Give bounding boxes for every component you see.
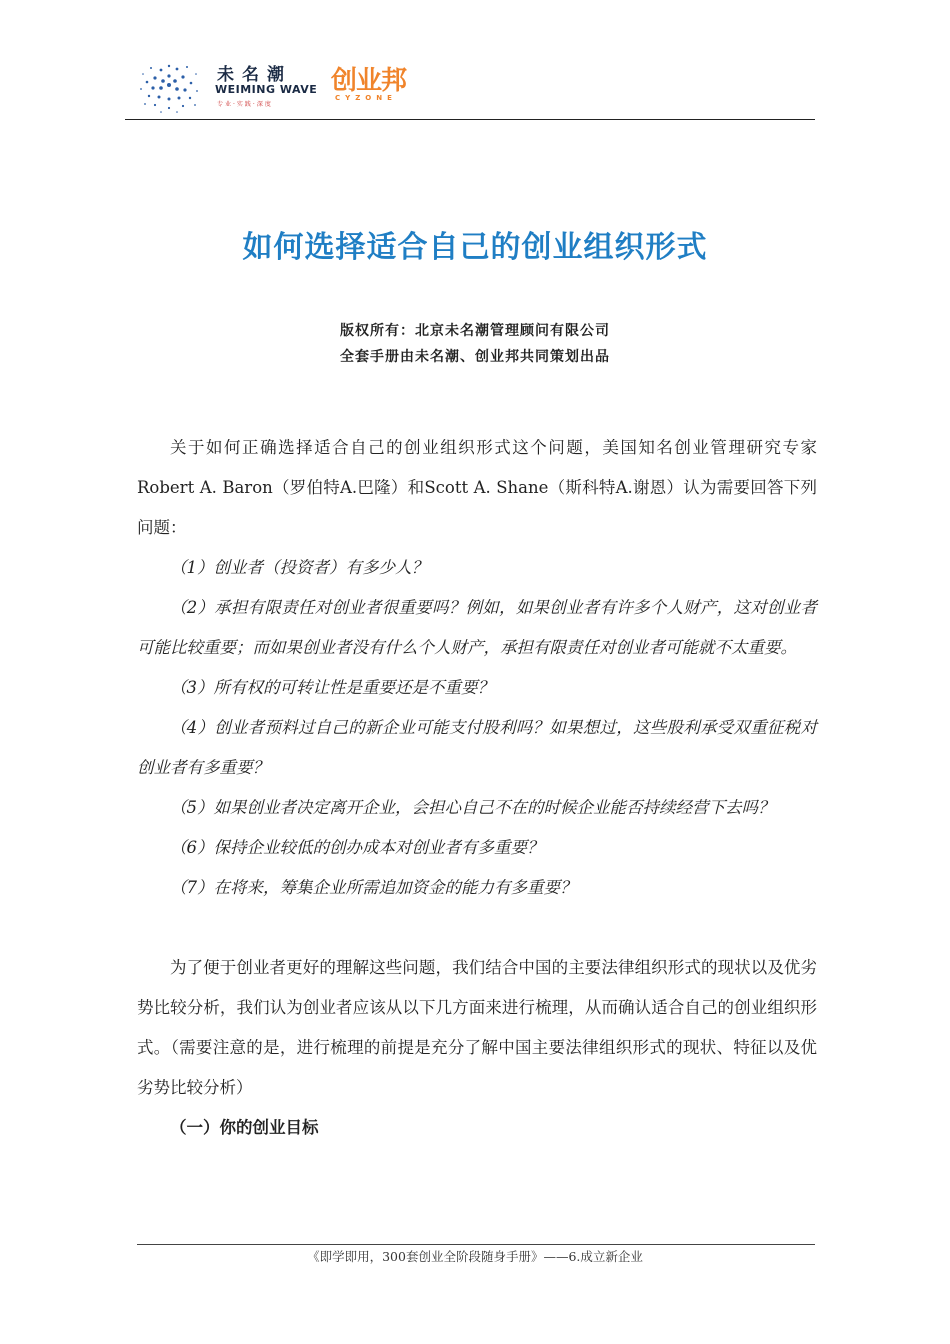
- question-item: （6）保持企业较低的创办成本对创业者有多重要？: [170, 838, 544, 857]
- question-item: （4）创业者预料过自己的新企业可能支付股利吗？如果想过，这些股利承受双重征税对创业者有多重要？: [137, 718, 817, 777]
- question-item: （3）所有权的可转让性是重要还是不重要？: [170, 678, 494, 697]
- section-subheading: （一）你的创业目标: [170, 1118, 319, 1137]
- intro-paragraph: 关于如何正确选择适合自己的创业组织形式这个问题，美国知名创业管理研究专家Robert A. Baron（罗伯特A.巴隆）和Scott A. Shane（斯科特A.谢恩）认为需要回答下列问题：: [137, 438, 817, 537]
- weiming-wave-logo-icon: [133, 54, 205, 116]
- logo-tagline: 专业·实践·深度: [217, 101, 273, 108]
- paragraph-gap: [137, 908, 817, 948]
- cyzone-logo-english: CYZONE: [335, 94, 397, 102]
- produced-by-line: 全套手册由未名潮、创业邦共同策划出品: [340, 349, 610, 365]
- page-footer: 《即学即用，300套创业全阶段随身手册》——6.成立新企业: [307, 1249, 643, 1264]
- cyzone-logo-chinese: 创业邦: [331, 66, 407, 96]
- question-item: （7）在将来，筹集企业所需追加资金的能力有多重要？: [170, 878, 577, 897]
- question-item: （5）如果创业者决定离开企业，会担心自己不在的时候企业能否持续经营下去吗？: [170, 798, 775, 817]
- analysis-paragraph: 为了便于创业者更好的理解这些问题，我们结合中国的主要法律组织形式的现状以及优劣势比较分析，我们认为创业者应该从以下几方面来进行梳理，从而确认适合自己的创业组织形式。（需要注意的是，进行梳理的前提是充分了解中国主要法律组织形式的现状、特征以及优劣势比较分析）: [137, 958, 817, 1097]
- logo-english-name: WEIMING WAVE: [215, 83, 318, 96]
- footer-divider: [137, 1244, 815, 1245]
- logo-chinese-name: 未名潮: [217, 65, 292, 85]
- copyright-line: 版权所有：北京未名潮管理顾问有限公司: [340, 323, 610, 339]
- question-item: （2）承担有限责任对创业者很重要吗？例如，如果创业者有许多个人财产，这对创业者可能比较重要；而如果创业者没有什么个人财产，承担有限责任对创业者可能就不太重要。: [137, 598, 817, 657]
- document-body: [137, 428, 817, 1148]
- document-title: 如何选择适合自己的创业组织形式: [242, 230, 708, 265]
- header-divider: [125, 119, 815, 120]
- question-item: （1）创业者（投资者）有多少人？: [170, 558, 428, 577]
- page-header: [125, 52, 815, 120]
